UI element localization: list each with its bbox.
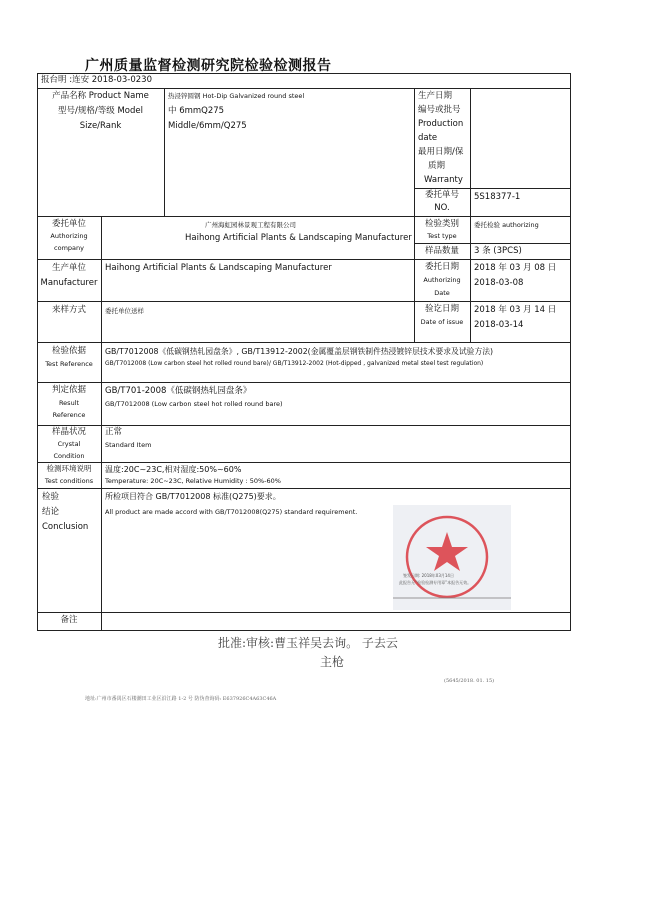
issue-date-label: 验讫日期 Date of issue (420, 304, 464, 326)
production-label: 生产日期 编号或批号 Production date 最用日期/保 质期 Warranty (418, 91, 464, 185)
test-ref-value-en: GB/T7012008 (Low carbon steel hot rolled round bare)/ GB/T13912-2002 (Hot-dipped , galvanized metal steel test regulation) (105, 360, 484, 367)
entrust-no-value: 5S18377-1 (474, 192, 521, 202)
auth-date-label: 委托日期 Authorizing Date (423, 262, 461, 297)
manufacturer-value: Haihong Artificial Plants & Landscaping Manufacturer (105, 263, 332, 273)
sample-qty-value: 3 条 (3PCS) (474, 246, 522, 256)
crystal-label: 样晶状况 Crystal Condition (51, 427, 86, 460)
report-title: 广州质量监督检测研究院检验检测报告 (85, 58, 332, 74)
issue-date-value: 2018 年 03 月 14 日 2018-03-14 (474, 305, 557, 330)
product-value: 热浸锌圆钢 Hot-Dip Galvanized round steel 中 6mmQ275 Middle/6mm/Q275 (168, 92, 305, 131)
test-type-label: 检验类别 Test type (424, 219, 459, 240)
conditions-value-en: Temperature: 20C~23C, Relative Humidity : 50%-60% (105, 477, 281, 485)
authorizing-value-cn: 广州海虹园林景观工程有限公司 (205, 221, 296, 229)
conditions-value-cn: 温度:20C~23C,相对湿度:50%~60% (105, 465, 242, 474)
conditions-label: 检测环境说明 Test conditions (44, 464, 94, 485)
official-stamp: 签发日期: 2018年03月14日 此报告无“检验检测专用章”本报告无效。 (393, 505, 511, 610)
conclusion-label: 检验 结论 Conclusion (42, 492, 89, 532)
sampling-label: 来样方式 (51, 305, 86, 315)
sampling-value: 委托单位送样 (105, 307, 144, 315)
test-type-value: 委托检验 authorizing (474, 221, 539, 229)
signature-line: 批准:审核:曹玉祥吴去询。 子去云 (218, 636, 398, 650)
signature-chief: 主枪 (320, 655, 345, 669)
product-label: 产品名称 Product Name 型号/规格/等级 Model Size/Rank (52, 91, 149, 131)
sample-qty-label: 样品数量 (424, 246, 459, 256)
result-ref-value-cn: GB/T701-2008《低碳钢热轧园盘条》 (105, 386, 252, 396)
footer-address: 地址:广州市番禺区石楼潮田工业区沿江路 1-2 号 防伪查询码: E637926C4A63C46A (85, 696, 277, 702)
document-code: (5645/2018. 01. 15) (444, 678, 495, 684)
manufacturer-label: 生产单位 Manufacturer (40, 263, 98, 288)
test-ref-value-cn: GB/T7012008《低碳钢热轧园盘条》, GB/T13912-2002(金属覆盖层钢铁制件热浸镀锌层技术要求及试验方法) (105, 347, 494, 356)
test-ref-label: 检验依据 Test Reference (45, 346, 93, 368)
conclusion-value-en: All product are made accord with GB/T7012008(Q275) standard requirement. (105, 508, 358, 516)
crystal-value-en: Standard Item (105, 441, 152, 449)
entrust-no-label: 委托单号 NO. (424, 190, 459, 213)
result-ref-value-en: GB/T7012008 (Low carbon steel hot rolled round bare) (105, 400, 283, 408)
report-number: 报台明 :连安 2018-03-0230 (41, 75, 152, 85)
authorizing-label: 委托单位 Authorizing company (50, 219, 88, 252)
result-ref-label: 判定依据 Result Reference (51, 385, 86, 419)
crystal-value-cn: 正常 (105, 427, 123, 437)
authorizing-value-en: Haihong Artificial Plants & Landscaping Manufacturer (185, 233, 412, 243)
conclusion-value-cn: 所检项目符合 GB/T7012008 标准(Q275)要求。 (105, 492, 281, 501)
remarks-label: 备注 (60, 615, 78, 625)
auth-date-value: 2018 年 03 月 08 日 2018-03-08 (474, 263, 557, 288)
